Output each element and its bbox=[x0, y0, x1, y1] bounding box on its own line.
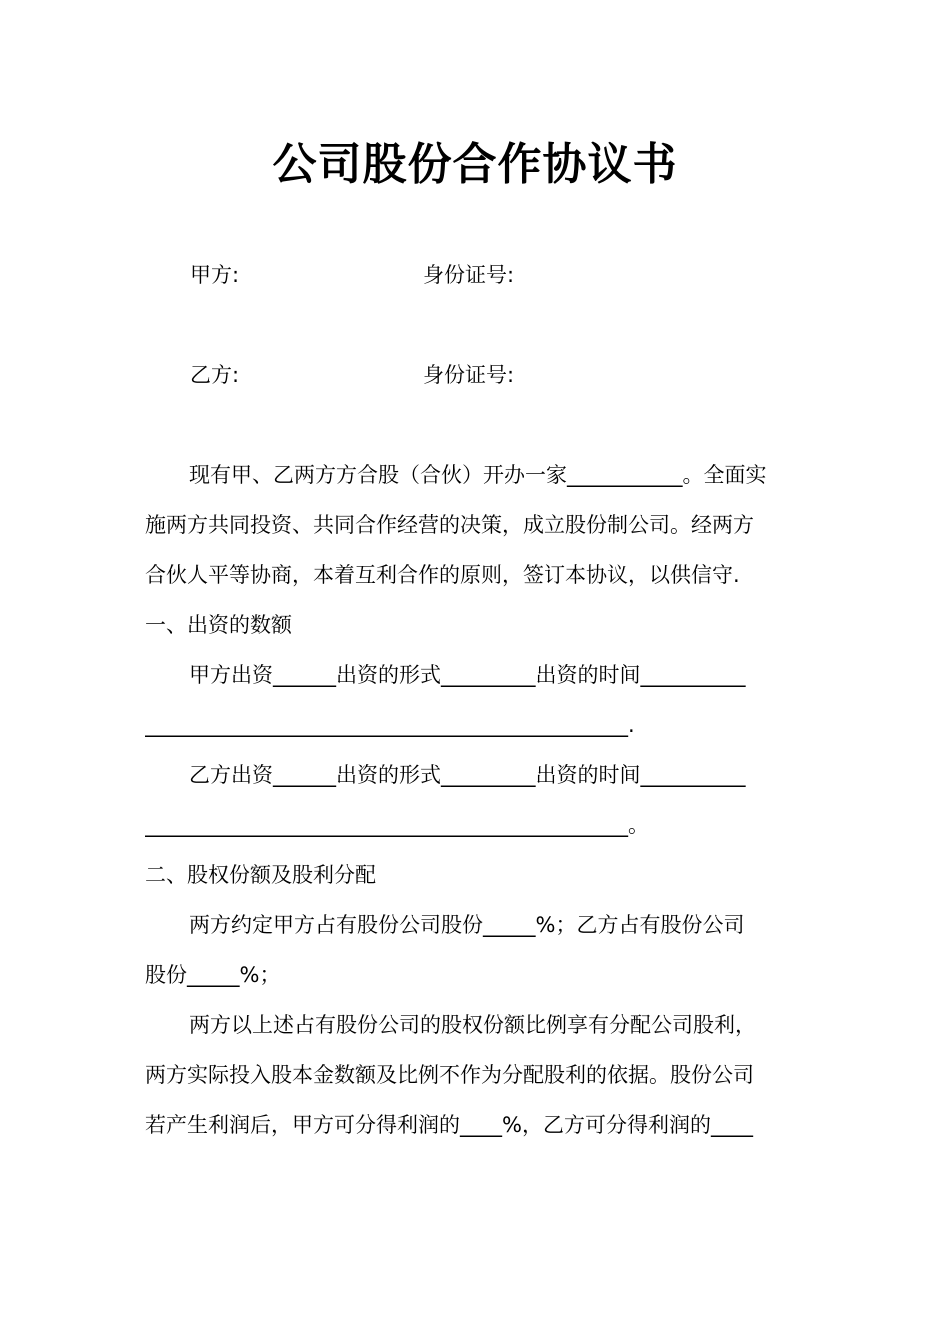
paragraph-line: 合伙人平等协商，本着互利合作的原则，签订本协议，以供信守. bbox=[145, 563, 740, 587]
paragraph-line: 乙方出资______出资的形式_________出资的时间__________ bbox=[189, 763, 746, 787]
paragraph-line: 施两方共同投资、共同合作经营的决策，成立股份制公司。经两方 bbox=[145, 513, 754, 537]
section-heading: 一、出资的数额 bbox=[145, 613, 292, 637]
paragraph-line: 若产生利润后，甲方可分得利润的____%，乙方可分得利润的____ bbox=[145, 1113, 753, 1137]
party-a-id-label: 身份证号: bbox=[423, 263, 515, 287]
paragraph-line: 两方以上述占有股份公司的股权份额比例享有分配公司股利， bbox=[189, 1013, 756, 1037]
section-heading: 二、股权份额及股利分配 bbox=[145, 863, 376, 887]
party-b-label: 乙方: bbox=[190, 363, 240, 387]
document-title: 公司股份合作协议书 bbox=[272, 139, 678, 190]
paragraph-line: 股份_____%； bbox=[145, 963, 281, 987]
paragraph-line: 现有甲、乙两方方合股（合伙）开办一家___________。全面实 bbox=[189, 463, 767, 487]
paragraph-line: 两方约定甲方占有股份公司股份_____%；乙方占有股份公司 bbox=[189, 913, 745, 937]
party-a-label: 甲方: bbox=[190, 263, 240, 287]
paragraph-line: ______________________________________________. bbox=[145, 713, 635, 737]
paragraph-line: 甲方出资______出资的形式_________出资的时间__________ bbox=[189, 663, 746, 687]
paragraph-line: 两方实际投入股本金数额及比例不作为分配股利的依据。股份公司 bbox=[145, 1063, 754, 1087]
party-b-id-label: 身份证号: bbox=[423, 363, 515, 387]
paragraph-line: ______________________________________________。 bbox=[145, 813, 649, 837]
agreement-body bbox=[145, 450, 810, 1150]
